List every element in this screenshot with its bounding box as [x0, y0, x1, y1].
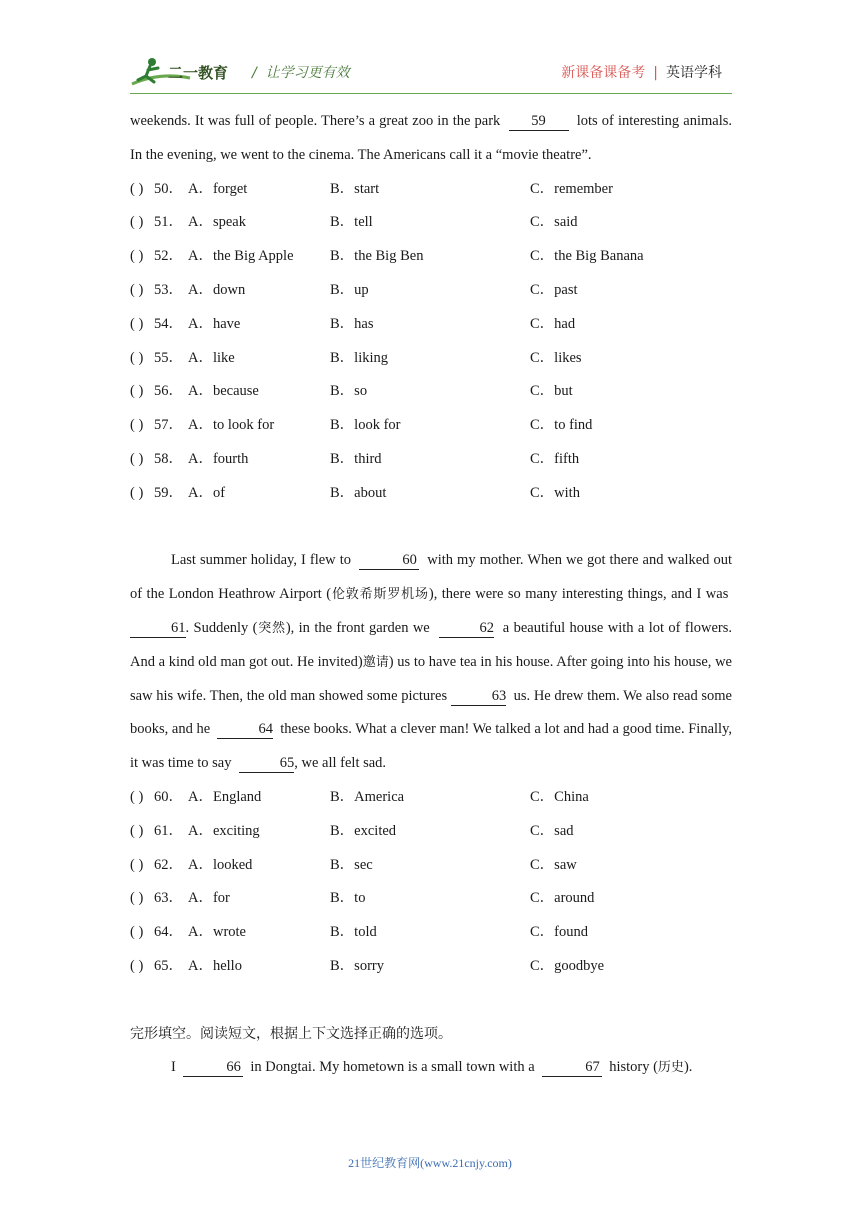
passage1: weekends. It was full of people. There’s a great zoo in the park 59 lots of interesting animals. In the evening, we went to the cinema. The Americans call it a “movie theatre”.	[130, 113, 733, 163]
option-c[interactable]: C．had	[530, 315, 576, 332]
option-a[interactable]: A．the Big Apple	[188, 248, 294, 265]
spacer	[130, 511, 732, 545]
header-divider	[130, 93, 732, 94]
option-c[interactable]: C．around	[530, 890, 595, 907]
header-separator: |	[653, 65, 658, 81]
option-b[interactable]: B．has	[330, 315, 374, 332]
question-row: ( ) 59． A．of B．about C．with	[130, 477, 732, 511]
question-list-2	[130, 781, 732, 984]
option-a[interactable]: A．of	[188, 484, 226, 501]
page-footer[interactable]: 21世纪教育网(www.21cnjy.com)	[348, 1156, 512, 1170]
option-c[interactable]: C．said	[530, 214, 578, 231]
blank-67[interactable]: 67	[542, 1058, 602, 1077]
logo-text: 二一教育	[168, 64, 229, 82]
option-b[interactable]: B．told	[330, 924, 377, 941]
question-row: ( ) 50． A．forget B．start C．remember	[130, 173, 732, 207]
question-row: ( ) 61． A．exciting B．excited C．sad	[130, 815, 732, 849]
option-c[interactable]: C．the Big Banana	[530, 248, 644, 265]
option-b[interactable]: B．tell	[330, 214, 373, 231]
option-a[interactable]: A．looked	[188, 856, 253, 873]
section-instruction: 完形填空。阅读短文，根据上下文选择正确的选项。	[130, 1025, 452, 1042]
blank-62[interactable]: 62	[439, 619, 495, 638]
question-row: ( ) 55． A．like B．liking C．likes	[130, 342, 732, 376]
option-a[interactable]: A．have	[188, 315, 241, 332]
question-row: ( ) 54． A．have B．has C．had	[130, 308, 732, 342]
option-c[interactable]: C．to find	[530, 417, 593, 434]
option-a[interactable]: A．hello	[188, 957, 242, 974]
question-row: ( ) 53． A．down B．up C．past	[130, 274, 732, 308]
option-b[interactable]: B．third	[330, 450, 382, 467]
option-b[interactable]: B．so	[330, 383, 368, 400]
document-body	[130, 105, 732, 1085]
spacer	[130, 984, 732, 1018]
logo-icon	[130, 54, 242, 90]
blank-66[interactable]: 66	[183, 1058, 243, 1077]
option-a[interactable]: A．because	[188, 383, 259, 400]
option-c[interactable]: C．with	[530, 484, 580, 501]
option-b[interactable]: B．about	[330, 484, 387, 501]
option-c[interactable]: C．remember	[530, 180, 613, 197]
option-a[interactable]: A．like	[188, 349, 235, 366]
option-a[interactable]: A．fourth	[188, 450, 249, 467]
slogan: / 让学习更有效	[252, 65, 350, 81]
option-c[interactable]: C．but	[530, 383, 573, 400]
option-b[interactable]: B．sorry	[330, 957, 384, 974]
question-row: ( ) 52． A．the Big Apple B．the Big Ben C．the Big Banana	[130, 240, 732, 274]
header-subject: 英语学科	[666, 65, 722, 81]
option-c[interactable]: C．found	[530, 924, 588, 941]
option-a[interactable]: A．down	[188, 281, 246, 298]
option-b[interactable]: B．look for	[330, 417, 401, 434]
passage2: Last summer holiday, I flew to 60 with my mother. When we got there and walked out of the London Heathrow Airport (伦敦希斯罗机场), there were so many interesting things, and I was 61. Suddenly (突然), in the front garden we 62 a beautiful house with a lot of flowers. And a kind old man got out. He invited)邀请) us to have tea in his house. After going into his house, we saw his wife. Then, the old man showed some pictures 63 us. He drew them. We also read some books, and he 64 these books. What a clever man! We talked a lot and had a good time. Finally, it was time to say 65, we all felt sad.	[130, 552, 733, 772]
option-b[interactable]: B．up	[330, 281, 369, 298]
option-a[interactable]: A．speak	[188, 214, 246, 231]
option-a[interactable]: A．for	[188, 890, 230, 907]
option-c[interactable]: C．likes	[530, 349, 582, 366]
blank-65[interactable]: 65	[239, 754, 295, 773]
blank-63[interactable]: 63	[451, 687, 507, 706]
option-b[interactable]: B．liking	[330, 349, 389, 366]
question-row: ( ) 56． A．because B．so C．but	[130, 375, 732, 409]
option-b[interactable]: B．sec	[330, 856, 373, 873]
option-b[interactable]: B．the Big Ben	[330, 248, 424, 265]
option-c[interactable]: C．fifth	[530, 450, 580, 467]
option-a[interactable]: A．forget	[188, 180, 248, 197]
option-c[interactable]: C．goodbye	[530, 957, 605, 974]
blank-64[interactable]: 64	[217, 720, 273, 739]
question-row: ( ) 64． A．wrote B．told C．found	[130, 916, 732, 950]
question-row: ( ) 62． A．looked B．sec C．saw	[130, 849, 732, 883]
passage3: I 66 in Dongtai. My hometown is a small town with a 67 history (历史).	[171, 1059, 693, 1076]
option-b[interactable]: B．excited	[330, 822, 397, 839]
question-row: ( ) 57． A．to look for B．look for C．to find	[130, 409, 732, 443]
option-b[interactable]: B．start	[330, 180, 380, 197]
blank-60[interactable]: 60	[359, 551, 419, 570]
question-row: ( ) 65． A．hello B．sorry C．goodbye	[130, 950, 732, 984]
option-c[interactable]: C．saw	[530, 856, 577, 873]
option-c[interactable]: C．China	[530, 788, 589, 805]
option-a[interactable]: A．exciting	[188, 822, 260, 839]
blank-59[interactable]: 59	[509, 112, 569, 131]
question-row: ( ) 63． A．for B．to C．around	[130, 882, 732, 916]
question-list-1	[130, 173, 732, 511]
header-series: 新课备课备考	[561, 65, 646, 81]
question-row: ( ) 51． A．speak B．tell C．said	[130, 206, 732, 240]
blank-61[interactable]: 61	[130, 619, 186, 638]
option-a[interactable]: A．wrote	[188, 924, 246, 941]
option-c[interactable]: C．sad	[530, 822, 574, 839]
option-b[interactable]: B．to	[330, 890, 366, 907]
question-row: ( ) 60． A．England B．America C．China	[130, 781, 732, 815]
page-header	[130, 52, 732, 96]
question-row: ( ) 58． A．fourth B．third C．fifth	[130, 443, 732, 477]
option-c[interactable]: C．past	[530, 281, 578, 298]
header-right	[561, 62, 722, 82]
option-b[interactable]: B．America	[330, 788, 405, 805]
option-a[interactable]: A．England	[188, 788, 262, 805]
option-a[interactable]: A．to look for	[188, 417, 275, 434]
